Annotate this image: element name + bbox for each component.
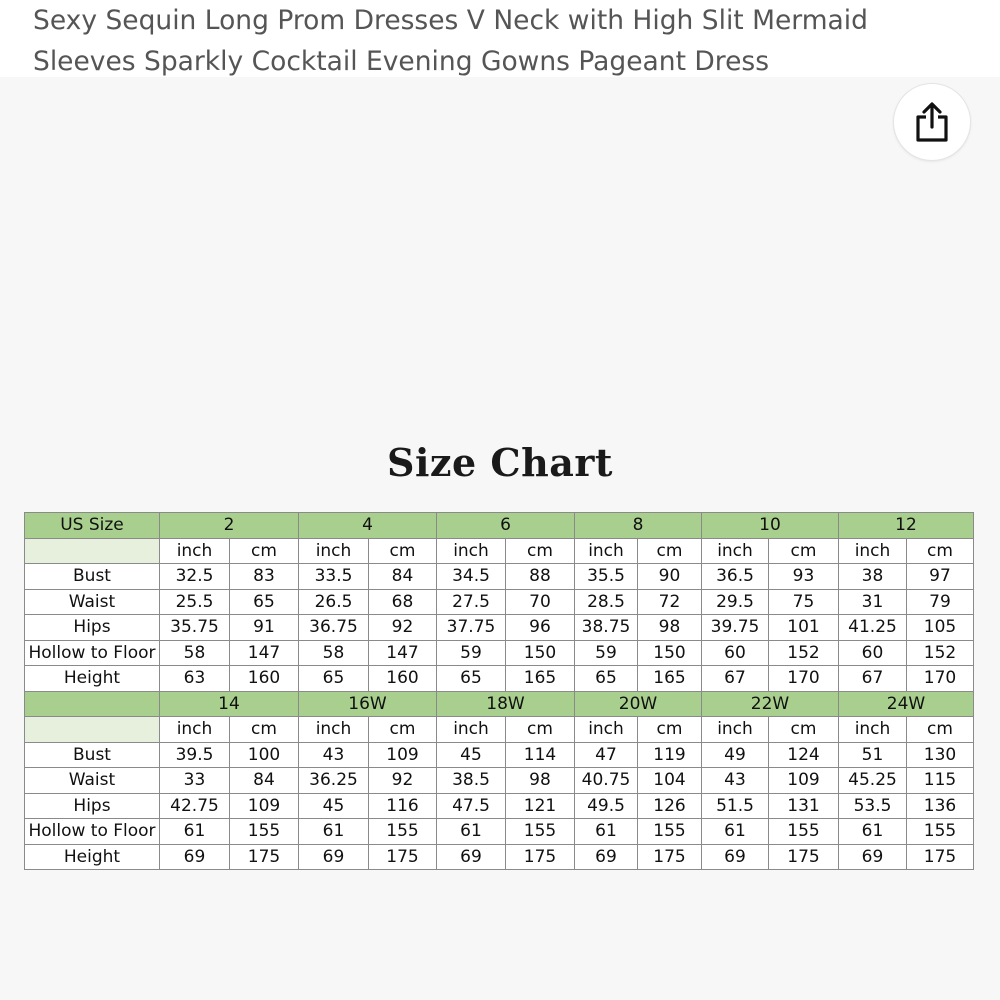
unit-row-label: [25, 717, 160, 743]
unit-inch-cell: inch: [299, 717, 369, 743]
unit-cm-cell: cm: [230, 717, 299, 743]
measurement-value: 155: [230, 819, 299, 845]
unit-cm-cell: cm: [638, 538, 702, 564]
measurement-value: 60: [702, 640, 769, 666]
measurement-value: 84: [369, 564, 437, 590]
measurement-value: 150: [506, 640, 575, 666]
unit-inch-cell: inch: [160, 538, 230, 564]
measurement-value: 130: [907, 742, 974, 768]
size-header-cell: 10: [702, 513, 839, 539]
measurement-value: 61: [575, 819, 638, 845]
measurement-value: 31: [839, 589, 907, 615]
measurement-value: 175: [769, 844, 839, 870]
share-button[interactable]: [894, 84, 970, 160]
size-chart-title: Size Chart: [387, 440, 613, 485]
measurement-value: 69: [839, 844, 907, 870]
measurement-value: 90: [638, 564, 702, 590]
size-header-cell: 8: [575, 513, 702, 539]
unit-inch-cell: inch: [839, 538, 907, 564]
measurement-value: 136: [907, 793, 974, 819]
product-title: Sexy Sequin Long Prom Dresses V Neck with High Slit Mermaid Sleeves Sparkly Cocktail Evening Gowns Pageant Dress: [33, 5, 868, 77]
table-row: [25, 844, 974, 870]
measurement-value: 49.5: [575, 793, 638, 819]
measurement-value: 42.75: [160, 793, 230, 819]
measurement-value: 160: [369, 666, 437, 692]
measurement-value: 150: [638, 640, 702, 666]
measurement-value: 105: [907, 615, 974, 641]
measurement-value: 165: [638, 666, 702, 692]
measurement-value: 69: [575, 844, 638, 870]
measurement-value: 51.5: [702, 793, 769, 819]
measurement-value: 51: [839, 742, 907, 768]
measurement-value: 131: [769, 793, 839, 819]
size-header-label: US Size: [25, 513, 160, 539]
measurement-value: 155: [769, 819, 839, 845]
measurement-value: 35.5: [575, 564, 638, 590]
measurement-value: 72: [638, 589, 702, 615]
measurement-value: 175: [506, 844, 575, 870]
unit-cm-cell: cm: [907, 538, 974, 564]
size-header-row: [25, 513, 974, 539]
measurement-value: 147: [230, 640, 299, 666]
measurement-value: 96: [506, 615, 575, 641]
size-header-label: [25, 691, 160, 717]
measurement-label: Height: [25, 666, 160, 692]
measurement-label: Height: [25, 844, 160, 870]
measurement-value: 155: [506, 819, 575, 845]
measurement-value: 27.5: [437, 589, 506, 615]
size-header-cell: 12: [839, 513, 974, 539]
measurement-value: 47.5: [437, 793, 506, 819]
measurement-value: 98: [506, 768, 575, 794]
measurement-value: 58: [160, 640, 230, 666]
measurement-value: 65: [575, 666, 638, 692]
measurement-value: 38.75: [575, 615, 638, 641]
measurement-value: 121: [506, 793, 575, 819]
size-header-cell: 24W: [839, 691, 974, 717]
size-header-cell: 6: [437, 513, 575, 539]
measurement-value: 61: [299, 819, 369, 845]
measurement-value: 63: [160, 666, 230, 692]
measurement-value: 116: [369, 793, 437, 819]
measurement-value: 92: [369, 768, 437, 794]
unit-inch-cell: inch: [839, 717, 907, 743]
measurement-label: Waist: [25, 768, 160, 794]
measurement-value: 93: [769, 564, 839, 590]
measurement-value: 37.75: [437, 615, 506, 641]
unit-cm-cell: cm: [907, 717, 974, 743]
measurement-value: 98: [638, 615, 702, 641]
measurement-value: 69: [702, 844, 769, 870]
size-chart-table: [24, 512, 974, 870]
measurement-value: 69: [437, 844, 506, 870]
measurement-value: 35.75: [160, 615, 230, 641]
measurement-value: 61: [702, 819, 769, 845]
measurement-value: 32.5: [160, 564, 230, 590]
measurement-value: 39.75: [702, 615, 769, 641]
measurement-value: 155: [907, 819, 974, 845]
measurement-value: 65: [437, 666, 506, 692]
measurement-value: 175: [369, 844, 437, 870]
measurement-value: 65: [230, 589, 299, 615]
measurement-value: 69: [299, 844, 369, 870]
measurement-label: Bust: [25, 742, 160, 768]
measurement-value: 33: [160, 768, 230, 794]
measurement-value: 109: [230, 793, 299, 819]
size-header-cell: 14: [160, 691, 299, 717]
unit-cm-cell: cm: [506, 538, 575, 564]
measurement-value: 43: [299, 742, 369, 768]
measurement-value: 43: [702, 768, 769, 794]
measurement-value: 170: [907, 666, 974, 692]
measurement-value: 160: [230, 666, 299, 692]
measurement-label: Hollow to Floor: [25, 640, 160, 666]
measurement-value: 61: [160, 819, 230, 845]
measurement-value: 155: [369, 819, 437, 845]
size-header-cell: 22W: [702, 691, 839, 717]
measurement-value: 36.5: [702, 564, 769, 590]
size-header-cell: 16W: [299, 691, 437, 717]
measurement-value: 68: [369, 589, 437, 615]
unit-inch-cell: inch: [575, 717, 638, 743]
measurement-value: 155: [638, 819, 702, 845]
unit-cm-cell: cm: [506, 717, 575, 743]
measurement-value: 175: [230, 844, 299, 870]
measurement-value: 119: [638, 742, 702, 768]
measurement-value: 84: [230, 768, 299, 794]
measurement-value: 58: [299, 640, 369, 666]
measurement-value: 109: [769, 768, 839, 794]
table-row: [25, 640, 974, 666]
measurement-value: 79: [907, 589, 974, 615]
measurement-value: 36.25: [299, 768, 369, 794]
table-row: [25, 564, 974, 590]
measurement-value: 124: [769, 742, 839, 768]
measurement-value: 34.5: [437, 564, 506, 590]
measurement-value: 88: [506, 564, 575, 590]
measurement-label: Hips: [25, 615, 160, 641]
measurement-value: 29.5: [702, 589, 769, 615]
measurement-value: 92: [369, 615, 437, 641]
unit-header-row: [25, 717, 974, 743]
unit-cm-cell: cm: [769, 717, 839, 743]
measurement-value: 109: [369, 742, 437, 768]
unit-cm-cell: cm: [769, 538, 839, 564]
unit-inch-cell: inch: [160, 717, 230, 743]
measurement-value: 59: [575, 640, 638, 666]
table-row: [25, 589, 974, 615]
table-row: [25, 793, 974, 819]
table-row: [25, 615, 974, 641]
unit-inch-cell: inch: [575, 538, 638, 564]
unit-cm-cell: cm: [369, 538, 437, 564]
measurement-value: 45: [299, 793, 369, 819]
measurement-value: 114: [506, 742, 575, 768]
measurement-label: Waist: [25, 589, 160, 615]
unit-inch-cell: inch: [437, 538, 506, 564]
measurement-value: 70: [506, 589, 575, 615]
measurement-value: 47: [575, 742, 638, 768]
measurement-label: Bust: [25, 564, 160, 590]
measurement-label: Hips: [25, 793, 160, 819]
unit-header-row: [25, 538, 974, 564]
measurement-value: 25.5: [160, 589, 230, 615]
table-row: [25, 768, 974, 794]
measurement-value: 45: [437, 742, 506, 768]
measurement-value: 53.5: [839, 793, 907, 819]
unit-row-label: [25, 538, 160, 564]
measurement-value: 170: [769, 666, 839, 692]
measurement-value: 126: [638, 793, 702, 819]
measurement-value: 36.75: [299, 615, 369, 641]
measurement-value: 165: [506, 666, 575, 692]
unit-inch-cell: inch: [702, 538, 769, 564]
measurement-value: 75: [769, 589, 839, 615]
table-row: [25, 666, 974, 692]
unit-inch-cell: inch: [702, 717, 769, 743]
measurement-value: 39.5: [160, 742, 230, 768]
measurement-value: 175: [907, 844, 974, 870]
measurement-value: 147: [369, 640, 437, 666]
size-header-cell: 4: [299, 513, 437, 539]
unit-inch-cell: inch: [299, 538, 369, 564]
measurement-value: 97: [907, 564, 974, 590]
measurement-value: 41.25: [839, 615, 907, 641]
measurement-value: 33.5: [299, 564, 369, 590]
measurement-value: 60: [839, 640, 907, 666]
size-header-cell: 18W: [437, 691, 575, 717]
measurement-value: 49: [702, 742, 769, 768]
unit-cm-cell: cm: [638, 717, 702, 743]
measurement-value: 83: [230, 564, 299, 590]
measurement-value: 45.25: [839, 768, 907, 794]
measurement-value: 59: [437, 640, 506, 666]
unit-inch-cell: inch: [437, 717, 506, 743]
size-header-cell: 20W: [575, 691, 702, 717]
table-row: [25, 819, 974, 845]
measurement-value: 152: [769, 640, 839, 666]
measurement-value: 26.5: [299, 589, 369, 615]
measurement-label: Hollow to Floor: [25, 819, 160, 845]
measurement-value: 61: [839, 819, 907, 845]
measurement-value: 67: [702, 666, 769, 692]
measurement-value: 38.5: [437, 768, 506, 794]
measurement-value: 100: [230, 742, 299, 768]
measurement-value: 38: [839, 564, 907, 590]
measurement-value: 65: [299, 666, 369, 692]
measurement-value: 69: [160, 844, 230, 870]
measurement-value: 28.5: [575, 589, 638, 615]
measurement-value: 61: [437, 819, 506, 845]
measurement-value: 40.75: [575, 768, 638, 794]
measurement-value: 175: [638, 844, 702, 870]
measurement-value: 104: [638, 768, 702, 794]
measurement-value: 152: [907, 640, 974, 666]
size-header-row: [25, 691, 974, 717]
unit-cm-cell: cm: [230, 538, 299, 564]
measurement-value: 115: [907, 768, 974, 794]
size-header-cell: 2: [160, 513, 299, 539]
measurement-value: 91: [230, 615, 299, 641]
measurement-value: 101: [769, 615, 839, 641]
share-icon: [912, 101, 952, 143]
measurement-value: 67: [839, 666, 907, 692]
unit-cm-cell: cm: [369, 717, 437, 743]
table-row: [25, 742, 974, 768]
